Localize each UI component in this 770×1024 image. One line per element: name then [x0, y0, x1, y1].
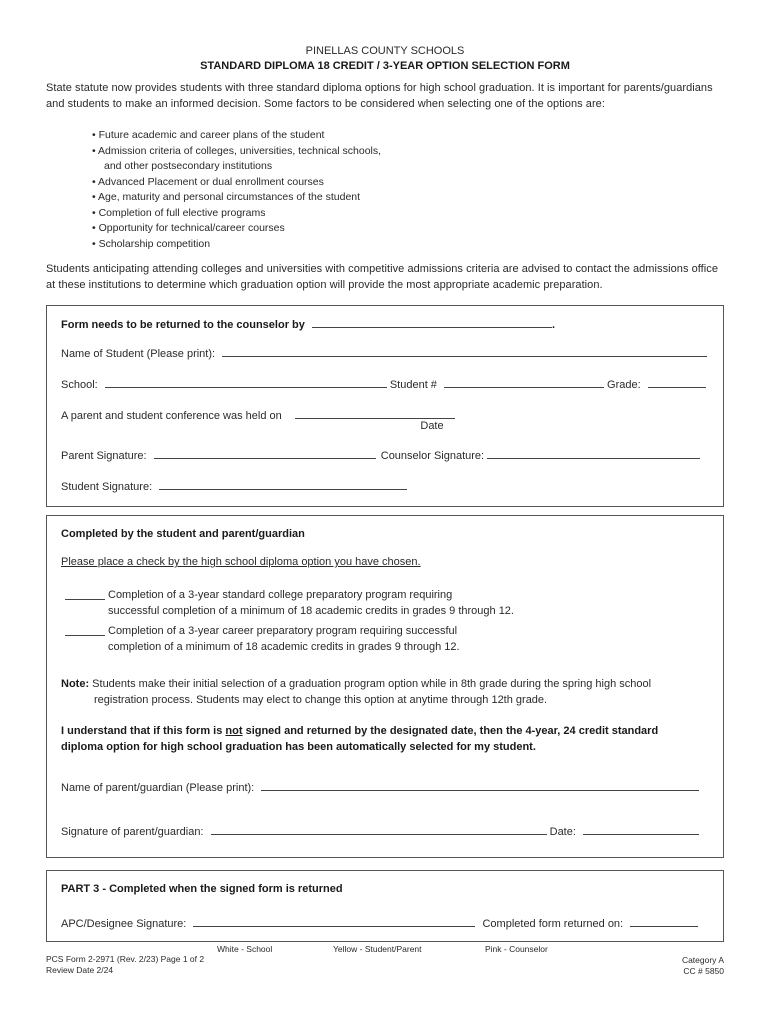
- note-text: Students make their initial selection of a graduation program option while in 8th grade during the spring high school: [92, 678, 652, 690]
- guardian-date-label: Date:: [549, 826, 576, 838]
- return-date-field[interactable]: [312, 317, 552, 328]
- apc-signature-field[interactable]: [193, 916, 475, 927]
- grade-field[interactable]: [648, 377, 706, 388]
- option1-checkbox[interactable]: [65, 589, 105, 600]
- copy-pink: Pink - Counselor: [485, 944, 548, 954]
- option2-text: [108, 623, 460, 655]
- part1-box: [46, 305, 724, 507]
- parent-signature-field[interactable]: [154, 448, 376, 459]
- option-instruction: Please place a check by the high school diploma option you have chosen.: [61, 556, 421, 568]
- counselor-signature-label: Counselor Signature:: [380, 450, 485, 462]
- option2-checkbox[interactable]: [65, 625, 105, 636]
- note-text: registration process. Students may elect to change this option at anytime through 12th grade.: [94, 694, 548, 706]
- conference-date-field[interactable]: [295, 408, 455, 419]
- factor-item: • Advanced Placement or dual enrollment courses: [92, 175, 324, 188]
- copy-white: White - School: [217, 944, 273, 954]
- guardian-name-label: Name of parent/guardian (Please print):: [61, 782, 255, 794]
- return-by-label: Form needs to be returned to the counselor by: [61, 319, 305, 331]
- cc-number: CC # 5850: [683, 966, 724, 976]
- student-signature-label: Student Signature:: [61, 481, 153, 493]
- grade-label: Grade:: [607, 379, 641, 391]
- conference-label: A parent and student conference was held on: [61, 410, 282, 422]
- note-label: Note:: [61, 678, 90, 690]
- student-number-field[interactable]: [444, 377, 604, 388]
- option1-text: [108, 587, 514, 619]
- student-name-label: Name of Student (Please print):: [61, 348, 216, 360]
- guardian-signature-field[interactable]: [211, 824, 547, 835]
- counselor-signature-field[interactable]: [487, 448, 700, 459]
- factor-item: and other postsecondary institutions: [104, 160, 273, 172]
- student-signature-field[interactable]: [159, 479, 407, 490]
- form-id: PCS Form 2-2971 (Rev. 2/23) Page 1 of 2: [46, 954, 205, 964]
- option2-line: Completion of a 3-year career preparatory program requiring successful: [108, 625, 458, 637]
- factor-item: • Opportunity for technical/career courses: [92, 222, 285, 234]
- returned-on-label: Completed form returned on:: [482, 918, 624, 930]
- school-field[interactable]: [105, 377, 387, 388]
- factor-item: • Future academic and career plans of the student: [92, 129, 325, 141]
- factor-list: [92, 128, 381, 252]
- org-name: PINELLAS COUNTY SCHOOLS: [305, 45, 465, 57]
- part3-box: [46, 870, 724, 942]
- returned-on-field[interactable]: [630, 916, 698, 927]
- apc-signature-label: APC/Designee Signature:: [61, 918, 187, 930]
- student-name-field[interactable]: [222, 346, 707, 357]
- ack-text: I understand that if this form is: [61, 725, 226, 737]
- guardian-date-field[interactable]: [583, 824, 699, 835]
- return-period: .: [551, 319, 555, 331]
- acknowledgement: [61, 723, 658, 755]
- category-block: [682, 955, 724, 977]
- category: Category A: [681, 955, 724, 965]
- parent-signature-label: Parent Signature:: [61, 450, 147, 462]
- guardian-name-field[interactable]: [261, 780, 699, 791]
- option2-line: completion of a minimum of 18 academic credits in grades 9 through 12.: [108, 641, 460, 653]
- review-date: Review Date 2/24: [46, 965, 114, 975]
- part2-box: [46, 515, 724, 858]
- factor-item: • Age, maturity and personal circumstances of the student: [92, 191, 361, 203]
- form-title: STANDARD DIPLOMA 18 CREDIT / 3-YEAR OPTION SELECTION FORM: [200, 60, 570, 72]
- student-number-label: Student #: [389, 379, 437, 391]
- option1-line: Completion of a 3-year standard college preparatory program requiring: [108, 589, 453, 601]
- part3-heading: PART 3 - Completed when the signed form is returned: [61, 883, 343, 895]
- admissions-advice: Students anticipating attending colleges and universities with competitive admissions criteria are advised to contact the admissions office at these institutions to determine which graduation option will provide the most appropriate academic preparation.: [46, 263, 718, 291]
- ack-not: not: [225, 725, 243, 737]
- intro-paragraph: State statute now provides students with three standard diploma options for high school graduation. It is important for parents/guardians and students to make an informed decision. Some factors to be considered when selecting one of the options are:: [46, 82, 713, 110]
- form-id-block: [46, 954, 204, 976]
- school-label: School:: [61, 379, 98, 391]
- part2-heading: Completed by the student and parent/guardian: [61, 528, 305, 540]
- option1-line: successful completion of a minimum of 18 academic credits in grades 9 through 12.: [108, 605, 514, 617]
- factor-item: • Completion of full elective programs: [92, 206, 266, 219]
- guardian-signature-label: Signature of parent/guardian:: [61, 826, 204, 838]
- copy-yellow: Yellow - Student/Parent: [333, 944, 422, 954]
- note-block: [61, 676, 651, 708]
- date-caption: Date: [420, 420, 444, 432]
- factor-item: • Scholarship competition: [92, 237, 211, 250]
- ack-text: diploma option for high school graduation has been automatically selected for my student.: [61, 741, 536, 753]
- factor-item: • Admission criteria of colleges, universities, technical schools,: [92, 144, 382, 157]
- ack-text: signed and returned by the designated date, then the 4-year, 24 credit standard: [242, 725, 659, 737]
